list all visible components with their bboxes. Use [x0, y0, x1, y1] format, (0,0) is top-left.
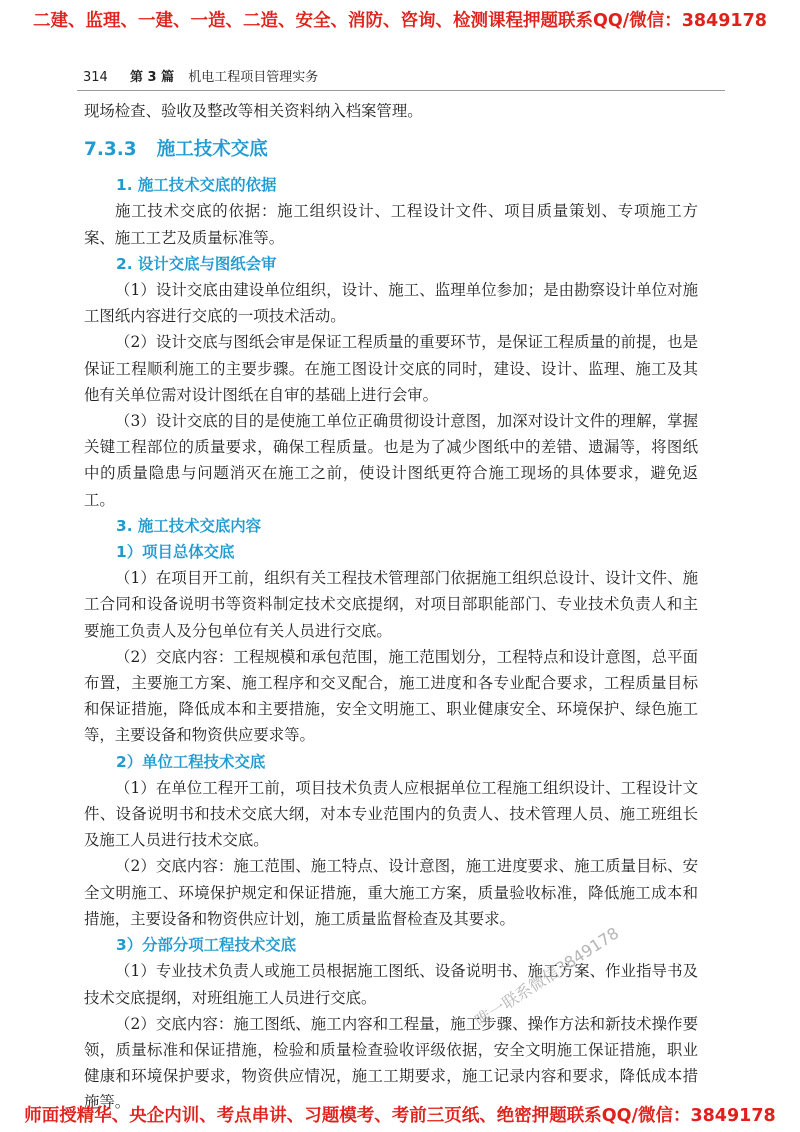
paragraph: （1）在项目开工前，组织有关工程技术管理部门依据施工组织总设计、设计文件、施工合同和设备说明书等资料制定技术交底提纲，对项目部职能部门、专业技术负责人和主要施工负责人及分包单位有关人员进行交底。 [84, 569, 698, 640]
section-number: 7.3.3 [84, 139, 137, 161]
paragraph: （2）设计交底与图纸会审是保证工程质量的重要环节，是保证工程质量的前提，也是保证工程顺利施工的主要步骤。在施工图设计交底的同时，建设、设计、监理、施工及其他有关单位需对设计图纸在自审的基础上进行会审。 [84, 333, 698, 404]
running-header [83, 66, 318, 85]
top-promo-banner: 二建、监理、一建、一造、二造、安全、消防、咨询、检测课程押题联系QQ/微信：3849178 [33, 11, 767, 31]
subheading-subitem-project: 3）分部分项工程技术交底 [116, 936, 297, 955]
lead-paragraph: 现场检查、验收及整改等相关资料纳入档案管理。 [84, 102, 423, 120]
section-title: 施工技术交底 [156, 139, 268, 161]
page-number: 314 [83, 70, 108, 85]
subheading-design-review: 2. 设计交底与图纸会审 [116, 254, 277, 273]
subheading-project-overall: 1）项目总体交底 [116, 543, 235, 562]
paragraph: （1）专业技术负责人或施工员根据施工图纸、设备说明书、施工方案、作业指导书及技术交底提纲，对班组施工人员进行交底。 [84, 962, 698, 1007]
part-label: 第 3 篇 [129, 70, 175, 85]
paragraph: （2）交底内容：施工范围、施工特点、设计意图，施工进度要求、施工质量目标、安全文明施工、环境保护规定和保证措施，重大施工方案，质量验收标准，降低施工成本和措施，主要设备和物资供应计划，施工质量监督检查及其要求。 [84, 857, 698, 928]
subheading-contents: 3. 施工技术交底内容 [116, 516, 262, 535]
paragraph: （1）在单位工程开工前，项目技术负责人应根据单位工程施工组织设计、工程设计文件、设备说明书和技术交底大纲，对本专业范围内的负责人、技术管理人员、施工班组长及施工人员进行技术交底。 [84, 778, 698, 850]
paragraph: 施工技术交底的依据：施工组织设计、工程设计文件、项目质量策划、专项施工方案、施工工艺及质量标准等。 [84, 202, 698, 247]
paragraph: （2）交底内容：工程规模和承包范围，施工范围划分，工程特点和设计意图，总平面布置，主要施工方案、施工程序和交叉配合，施工进度和各专业配合要求，工程质量目标和保证措施，降低成本和主要措施，安全文明施工、职业健康安全、环境保护、绿色施工等，主要设备和物资供应要求等。 [84, 647, 698, 745]
paragraph: （1）设计交底由建设单位组织，设计、施工、监理单位参加；是由勘察设计单位对施工图纸内容进行交底的一项技术活动。 [84, 281, 698, 326]
header-divider [77, 90, 725, 91]
bottom-promo-banner: 师面授精华、央企内训、考点串讲、习题模考、考前三页纸、绝密押题联系QQ/微信：3849178 [24, 1106, 776, 1126]
section-heading [84, 136, 698, 164]
book-title: 机电工程项目管理实务 [188, 70, 319, 85]
page-content [84, 98, 698, 1116]
paragraph: （3）设计交底的目的是使施工单位正确贯彻设计意图，加深对设计文件的理解，掌握关键工程部位的质量要求，确保工程质量。也是为了减少图纸中的差错、遗漏等，将图纸中的质量隐患与问题消灭在施工之前，使设计图纸更符合施工现场的具体要求，避免返工。 [84, 412, 698, 509]
watermark-text: 唯一联系微信3849178 [471, 923, 623, 1031]
subheading-basis: 1. 施工技术交底的依据 [116, 176, 277, 195]
paragraph: （2）交底内容：施工图纸、施工内容和工程量，施工步骤、操作方法和新技术操作要领，质量标准和保证措施，检验和质量检查验收评级依据，安全文明施工保证措施，职业健康和环境保护要求，物资供应情况，施工工期要求，施工记录内容和要求，降低成本措施等。 [84, 1014, 698, 1112]
subheading-unit-project: 2）单位工程技术交底 [116, 752, 266, 771]
